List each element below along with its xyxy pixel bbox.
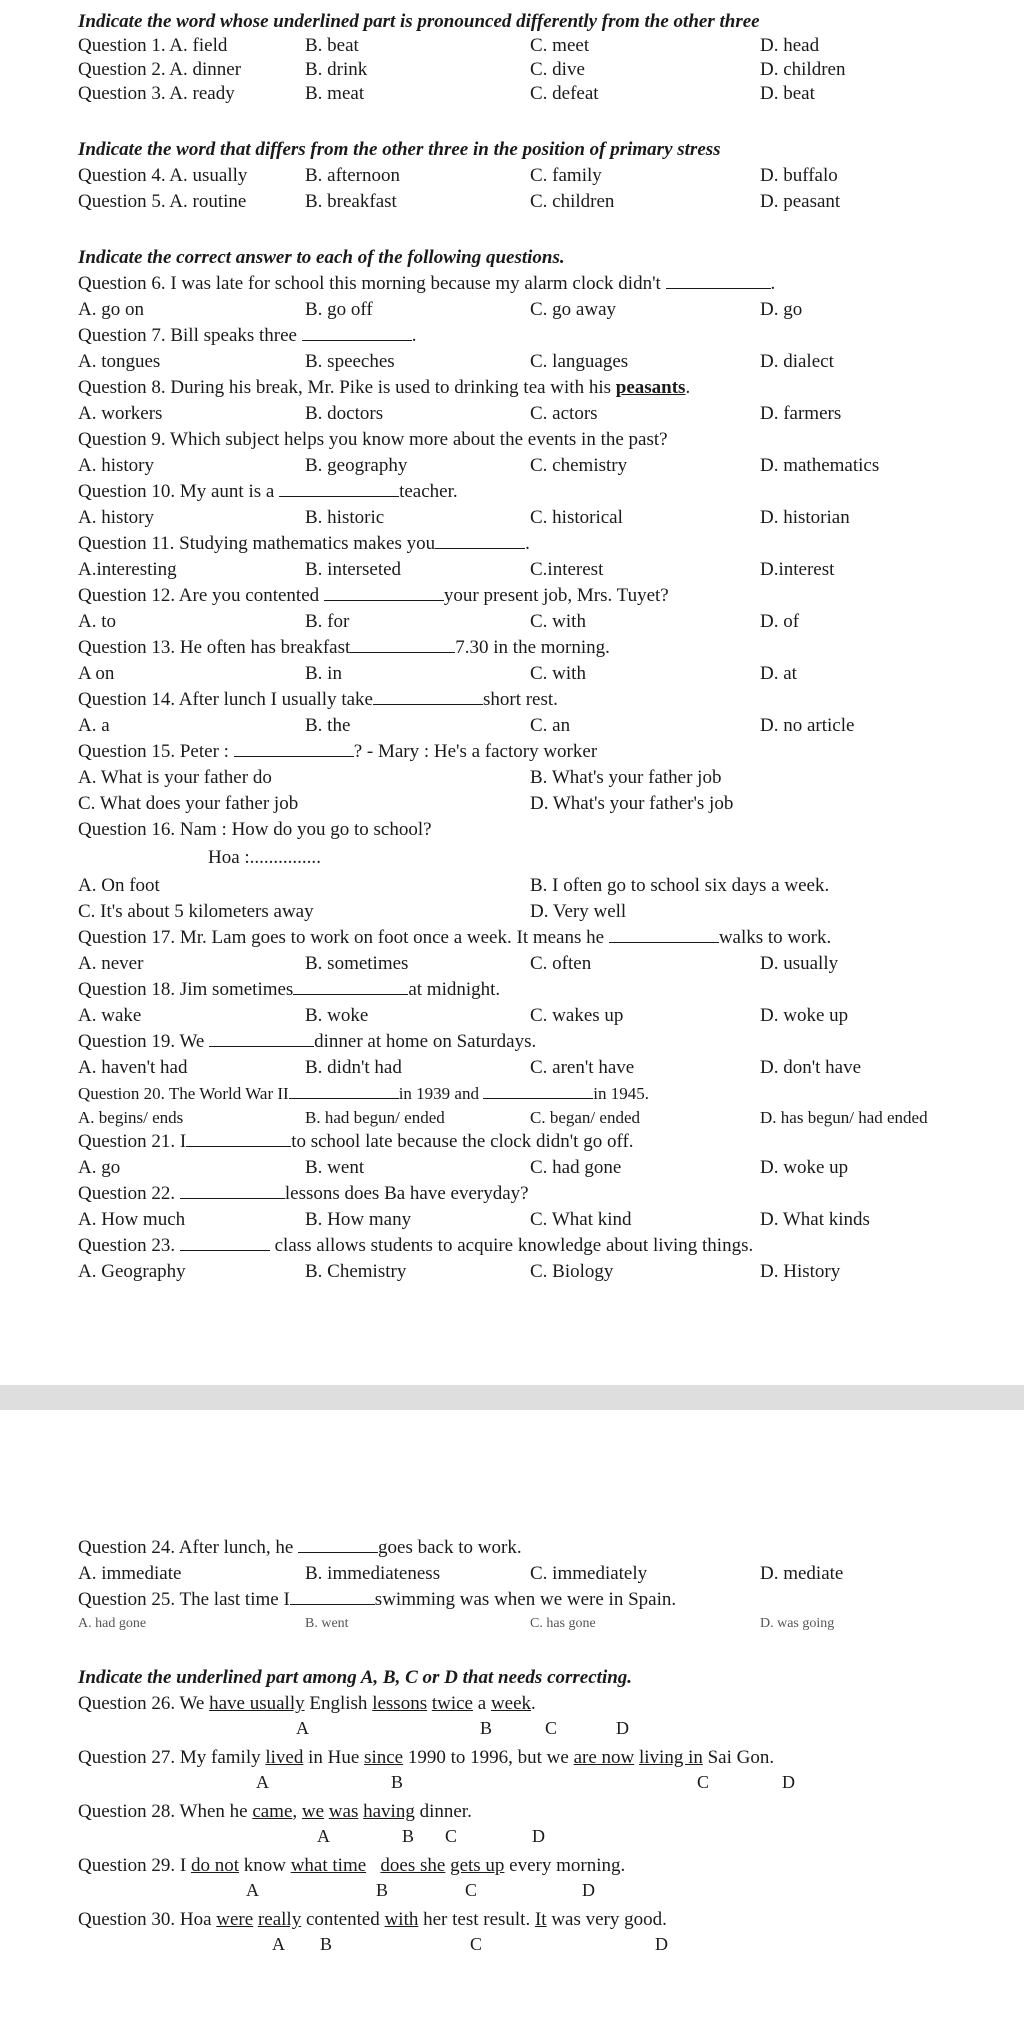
q2-option-b: B. drink [305, 59, 368, 80]
q18-option-b: B. woke [305, 1005, 369, 1026]
q23-option-b: B. Chemistry [305, 1261, 407, 1282]
q29-label-d: D [582, 1880, 595, 1900]
q11-blank [435, 532, 525, 549]
q15-blank [234, 740, 354, 757]
question-22: Question 22. lessons does Ba have everyday? [78, 1183, 529, 1204]
q12-blank [324, 584, 444, 601]
q30-label-b: B [320, 1934, 333, 1954]
q28-part-c: was [328, 1801, 359, 1822]
q16-option-d: D. Very well [530, 901, 627, 922]
q24-blank [298, 1536, 378, 1553]
q2-option-d: D. children [760, 59, 846, 80]
q9-option-a: A. history [78, 455, 154, 476]
q18-option-c: C. wakes up [530, 1005, 624, 1026]
q12-option-c: C. with [530, 611, 586, 632]
heading-pronunciation: Indicate the word whose underlined part is pronounced differently from the other three [78, 11, 760, 32]
question-19: Question 19. We dinner at home on Saturdays. [78, 1031, 537, 1052]
question-13: Question 13. He often has breakfast 7.30 in the morning. [78, 637, 610, 658]
q22-option-d: D. What kinds [760, 1209, 870, 1230]
question-28: Question 28. When he came, we was having dinner. [78, 1801, 472, 1822]
q27-label-b: B [391, 1772, 404, 1792]
question-3: Question 3. A. ready [78, 83, 235, 104]
q1-option-d: D. head [760, 35, 820, 56]
q7-option-a: A. tongues [78, 351, 161, 372]
q16-option-c: C. It's about 5 kilometers away [78, 901, 314, 922]
q10-option-d: D. historian [760, 507, 850, 528]
q28-part-b: we [301, 1801, 325, 1822]
q30-label-d: D [655, 1934, 668, 1954]
q30-label-c: C [470, 1934, 483, 1954]
q17-option-a: A. never [78, 953, 144, 974]
question-11: Question 11. Studying mathematics makes you . [78, 533, 530, 554]
q20-option-c: C. began/ ended [530, 1108, 640, 1127]
q28-label-b: B [402, 1826, 415, 1846]
q25-option-d: D. was going [760, 1616, 835, 1631]
q24-option-d: D. mediate [760, 1563, 844, 1584]
q21-option-c: C. had gone [530, 1157, 622, 1178]
q23-blank [180, 1234, 270, 1251]
q27-label-a: A [256, 1772, 269, 1792]
question-10: Question 10. My aunt is a teacher. [78, 481, 458, 502]
question-9: Question 9. Which subject helps you know more about the events in the past? [78, 429, 668, 450]
q27-part-d: living in [638, 1747, 703, 1768]
question-26: Question 26. We have usually English lessons twice a week. [78, 1693, 536, 1714]
q26-label-c: C [545, 1718, 558, 1738]
q1-option-c: C. meet [530, 35, 590, 56]
q14-option-d: D. no article [760, 715, 855, 736]
q7-option-c: C. languages [530, 351, 629, 372]
q20-blank-2 [483, 1082, 593, 1099]
q28-label-a: A [317, 1826, 330, 1846]
q29-label-a: A [246, 1880, 259, 1900]
q10-option-c: C. historical [530, 507, 623, 528]
question-6: Question 6. I was late for school this morning because my alarm clock didn't . [78, 273, 776, 294]
q8-underlined-word: peasants [615, 377, 686, 398]
q12-option-a: A. to [78, 611, 116, 632]
q28-part-a: came [252, 1801, 293, 1822]
q17-blank [609, 926, 719, 943]
worksheet-sheet-2 [0, 1410, 1024, 2020]
q24-option-c: C. immediately [530, 1563, 648, 1584]
q8-option-a: A. workers [78, 403, 163, 424]
q7-option-b: B. speeches [305, 351, 395, 372]
q14-option-c: C. an [530, 715, 571, 736]
q21-option-a: A. go [78, 1157, 121, 1178]
q23-option-a: A. Geography [78, 1261, 186, 1282]
q26-part-d: week [490, 1693, 532, 1714]
heading-stress: Indicate the word that differs from the other three in the position of primary stress [78, 139, 721, 160]
q7-blank [302, 324, 412, 341]
question-30: Question 30. Hoa were really contented with her test result. It was very good. [78, 1909, 667, 1930]
q26-part-b: lessons [372, 1693, 428, 1714]
q15-option-a: A. What is your father do [78, 767, 272, 788]
q6-blank [666, 272, 771, 289]
q30-part-d: It [534, 1909, 547, 1930]
q21-option-d: D. woke up [760, 1157, 849, 1178]
q30-part-c: with [384, 1909, 419, 1930]
q26-label-d: D [616, 1718, 629, 1738]
q13-blank [350, 636, 455, 653]
q2-option-c: C. dive [530, 59, 585, 80]
q19-blank [209, 1030, 314, 1047]
q23-option-c: C. Biology [530, 1261, 614, 1282]
q8-option-d: D. farmers [760, 403, 842, 424]
heading-correct-answer: Indicate the correct answer to each of the following questions. [78, 247, 565, 268]
q15-option-c: C. What does your father job [78, 793, 299, 814]
q6-option-c: C. go away [530, 299, 617, 320]
q5-option-d: D. peasant [760, 191, 841, 212]
q12-option-b: B. for [305, 611, 350, 632]
q9-option-b: B. geography [305, 455, 408, 476]
q27-part-a: lived [265, 1747, 304, 1768]
q30-label-a: A [272, 1934, 285, 1954]
q10-blank [279, 480, 399, 497]
q11-option-c: C.interest [530, 559, 604, 580]
q20-option-b: B. had begun/ ended [305, 1108, 445, 1127]
q22-option-a: A. How much [78, 1209, 186, 1230]
q19-option-b: B. didn't had [305, 1057, 402, 1078]
q3-option-d: D. beat [760, 83, 815, 104]
q8-option-b: B. doctors [305, 403, 384, 424]
q1-option-b: B. beat [305, 35, 359, 56]
question-4: Question 4. A. usually [78, 165, 248, 186]
question-15: Question 15. Peter : ? - Mary : He's a factory worker [78, 741, 598, 762]
q13-option-b: B. in [305, 663, 342, 684]
q25-option-c: C. has gone [530, 1616, 596, 1631]
question-25: Question 25. The last time I swimming was when we were in Spain. [78, 1589, 677, 1610]
q22-option-c: C. What kind [530, 1209, 632, 1230]
q13-option-a: A on [78, 663, 115, 684]
q6-option-a: A. go on [78, 299, 144, 320]
q9-option-d: D. mathematics [760, 455, 880, 476]
question-27: Question 27. My family lived in Hue since 1990 to 1996, but we are now living in Sai Gon. [78, 1747, 775, 1768]
question-1: Question 1. A. field [78, 35, 228, 56]
q29-part-c: does she [380, 1855, 446, 1876]
q15-option-b: B. What's your father job [530, 767, 722, 788]
question-21: Question 21. I to school late because the clock didn't go off. [78, 1131, 634, 1152]
question-17: Question 17. Mr. Lam goes to work on foot once a week. It means he walks to work. [78, 927, 832, 948]
q4-option-d: D. buffalo [760, 165, 838, 186]
q4-option-b: B. afternoon [305, 165, 400, 186]
q26-part-a: have usually [209, 1693, 305, 1714]
q25-blank [290, 1588, 375, 1605]
q30-part-b: really [257, 1909, 302, 1930]
q20-option-d: D. has begun/ had ended [760, 1108, 928, 1127]
q17-option-d: D. usually [760, 953, 839, 974]
q9-option-c: C. chemistry [530, 455, 628, 476]
q18-blank [293, 978, 408, 995]
q29-part-a: do not [190, 1855, 239, 1876]
q6-option-d: D. go [760, 299, 803, 320]
q20-blank-1 [289, 1082, 399, 1099]
q6-option-b: B. go off [305, 299, 373, 320]
q11-option-b: B. interseted [305, 559, 402, 580]
q10-option-b: B. historic [305, 507, 385, 528]
q28-label-c: C [445, 1826, 458, 1846]
q15-option-d: D. What's your father's job [530, 793, 734, 814]
q21-blank [186, 1130, 291, 1147]
q10-option-a: A. history [78, 507, 154, 528]
q29-label-c: C [465, 1880, 478, 1900]
q7-option-d: D. dialect [760, 351, 834, 372]
q17-option-c: C. often [530, 953, 592, 974]
question-24: Question 24. After lunch, he goes back to work. [78, 1537, 522, 1558]
q26-label-a: A [296, 1718, 309, 1738]
q25-option-b: B. went [305, 1616, 349, 1631]
q16-hoa-line: Hoa :............... [208, 847, 321, 868]
heading-error-correction: Indicate the underlined part among A, B, C or D that needs correcting. [78, 1667, 633, 1688]
q19-option-c: C. aren't have [530, 1057, 635, 1078]
q27-label-c: C [697, 1772, 710, 1792]
q24-option-b: B. immediateness [305, 1563, 441, 1584]
page-divider [0, 1385, 1024, 1410]
q18-option-a: A. wake [78, 1005, 142, 1026]
q24-option-a: A. immediate [78, 1563, 182, 1584]
q29-label-b: B [376, 1880, 389, 1900]
question-12: Question 12. Are you contented your present job, Mrs. Tuyet? [78, 585, 669, 606]
q8-option-c: C. actors [530, 403, 598, 424]
question-8: Question 8. During his break, Mr. Pike is used to drinking tea with his peasants. [78, 377, 691, 398]
q11-option-a: A.interesting [78, 559, 177, 580]
q26-part-c: twice [431, 1693, 473, 1714]
question-16: Question 16. Nam : How do you go to school? [78, 819, 432, 840]
question-23: Question 23. class allows students to acquire knowledge about living things. [78, 1235, 754, 1256]
q28-label-d: D [532, 1826, 545, 1846]
q14-option-a: A. a [78, 715, 110, 736]
q4-option-c: C. family [530, 165, 602, 186]
question-14: Question 14. After lunch I usually take short rest. [78, 689, 558, 710]
q3-option-c: C. defeat [530, 83, 599, 104]
q17-option-b: B. sometimes [305, 953, 409, 974]
q11-option-d: D.interest [760, 559, 835, 580]
q25-option-a: A. had gone [78, 1616, 147, 1631]
q26-label-b: B [480, 1718, 493, 1738]
q16-option-b: B. I often go to school six days a week. [530, 875, 830, 896]
q27-part-b: since [364, 1747, 404, 1768]
question-20: Question 20. The World War II in 1939 and in 1945. [78, 1084, 649, 1103]
q29-part-d: gets up [450, 1855, 505, 1876]
q19-option-d: D. don't have [760, 1057, 862, 1078]
q13-option-d: D. at [760, 663, 797, 684]
q3-option-b: B. meat [305, 83, 365, 104]
q5-option-b: B. breakfast [305, 191, 397, 212]
q22-option-b: B. How many [305, 1209, 412, 1230]
q14-option-b: B. the [305, 715, 351, 736]
q27-label-d: D [782, 1772, 795, 1792]
q13-option-c: C. with [530, 663, 586, 684]
q16-option-a: A. On foot [78, 875, 160, 896]
question-18: Question 18. Jim sometimes at midnight. [78, 979, 501, 1000]
question-5: Question 5. A. routine [78, 191, 247, 212]
question-29: Question 29. I do not know what time does she gets up every morning. [78, 1855, 626, 1876]
q19-option-a: A. haven't had [78, 1057, 188, 1078]
question-2: Question 2. A. dinner [78, 59, 242, 80]
q21-option-b: B. went [305, 1157, 365, 1178]
q28-part-d: having [363, 1801, 415, 1822]
question-7: Question 7. Bill speaks three . [78, 325, 417, 346]
q30-part-a: were [216, 1909, 254, 1930]
q12-option-d: D. of [760, 611, 800, 632]
q27-part-c: are now [573, 1747, 635, 1768]
q23-option-d: D. History [760, 1261, 841, 1282]
q14-blank [373, 688, 483, 705]
q18-option-d: D. woke up [760, 1005, 849, 1026]
q5-option-c: C. children [530, 191, 615, 212]
q22-blank [180, 1182, 285, 1199]
q20-option-a: A. begins/ ends [78, 1108, 184, 1127]
q29-part-b: what time [290, 1855, 367, 1876]
